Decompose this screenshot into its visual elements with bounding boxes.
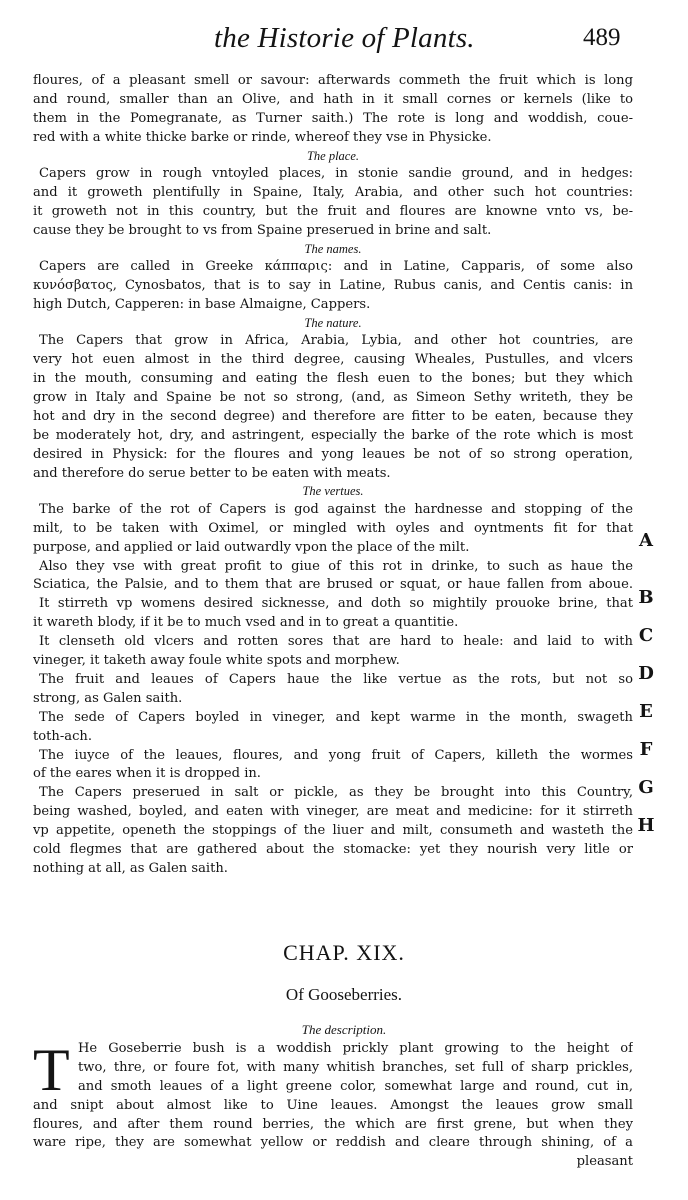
running-title: the Historie of Plants. <box>214 22 475 54</box>
text-line: floures, of a pleasant smell or savour: afterwards commeth the fruit which is long <box>33 73 633 88</box>
text-line: It stirreth vp womens desired sicknesse, and doth so mightily prouoke brine, that <box>39 596 633 612</box>
text-line: and snipt about almost like to Uine leaues. Amongst the leaues grow small <box>33 1097 633 1113</box>
text-line: toth-ach. <box>33 728 92 744</box>
text-line: The Capers that grow in Africa, Arabia, Lybia, and other hot countries, are <box>39 333 633 349</box>
text-line: and therefore do serue better to be eaten with meats. <box>33 465 391 481</box>
text-line: He Goseberrie bush is a woddish prickly plant growing to the height of <box>78 1041 633 1056</box>
chapter-subtitle: Of Gooseberries. <box>285 985 403 1004</box>
text-line: and smoth leaues of a light greene color, somewhat large and round, cut in, <box>78 1078 633 1094</box>
text-line: it groweth not in this country, but the fruit and floures are knowne vnto vs, be- <box>33 203 633 219</box>
margin-letter-e: E <box>639 701 653 722</box>
text-line: cold flegmes that are gathered about the stomacke: yet they nourish very litle or <box>33 841 633 857</box>
margin-letter-b: B <box>638 587 654 608</box>
text-line: high Dutch, Capperen: in base Almaigne, Cappers. <box>33 296 371 312</box>
text-line: hot and dry in the second degree) and therefore are fitter to be eaten, because they <box>33 408 633 424</box>
text-line: κυνόσβατος, Cynosbatos, that is to say in Latine, Rubus canis, and Centis canis: in <box>33 278 633 294</box>
margin-letter-h: H <box>637 815 655 836</box>
text-line: nothing at all, as Galen saith. <box>33 860 228 876</box>
text-line: floures, and after them round berries, the which are first grene, but when they <box>33 1116 633 1132</box>
drop-cap-letter: T <box>33 1037 70 1103</box>
text-line: The sede of Capers boyled in vineger, and kept warme in the month, swageth <box>39 709 633 725</box>
text-line: It clenseth old vlcers and rotten sores that are hard to heale: and laid to with <box>39 634 633 650</box>
text-line: vineger, it taketh away foule white spots and morphew. <box>33 653 400 669</box>
margin-letter-c: C <box>638 625 654 646</box>
text-line: purpose, and applied or laid outwardly vpon the place of the milt. <box>33 539 470 555</box>
text-line: grow in Italy and Spaine be not so strong, (and, as Simeon Sethy writeth, they be <box>33 389 633 405</box>
text-line: Sciatica, the Palsie, and to them that are brused or squat, or haue fallen from aboue. <box>33 577 633 593</box>
text-line: The barke of the rot of Capers is god against the hardnesse and stopping of the <box>39 501 633 517</box>
running-head <box>0 22 688 66</box>
margin-letter-d: D <box>638 663 654 684</box>
text-line: milt, to be taken with Oximel, or mingled with oyles and oyntments fit for that <box>33 520 633 536</box>
margin-letter-g: G <box>638 777 654 798</box>
text-line: very hot euen almost in the third degree, causing Wheales, Pustulles, and vlcers <box>33 352 633 368</box>
text-line: desired in Physick: for the floures and yong leaues be not of so strong operation, <box>33 446 633 462</box>
text-line: vp appetite, openeth the stoppings of the liuer and milt, consumeth and wasteth the <box>33 823 633 839</box>
text-line: strong, as Galen saith. <box>33 690 183 706</box>
text-line: them in the Pomegranate, as Turner saith.) The rote is long and woddish, coue- <box>33 110 633 126</box>
section-heading-vertues: The vertues. <box>302 484 364 499</box>
section-heading-description: The description. <box>301 1022 387 1037</box>
text-line: ware ripe, they are somewhat yellow or reddish and cleare through shining, of a <box>33 1135 633 1151</box>
text-line: Also they vse with great profit to giue of this rot in drinke, to such as haue the <box>39 558 633 574</box>
text-line: and round, smaller than an Olive, and hath in it small cornes or kernels (like to <box>33 91 633 107</box>
text-line: in the mouth, consuming and eating the flesh euen to the bones; but they which <box>33 371 633 387</box>
text-line: cause they be brought to vs from Spaine preserued in brine and salt. <box>33 222 492 238</box>
chapter-title: CHAP. XIX. <box>283 940 405 965</box>
text-line: The Capers preserued in salt or pickle, as they be brought into this Country, <box>39 785 633 801</box>
chapter-body <box>33 72 633 879</box>
section-heading-nature: The nature. <box>304 315 362 330</box>
text-line: Capers grow in rough vntoyled places, in stonie sandie ground, and in hedges: <box>39 166 633 182</box>
text-line: and it groweth plentifully in Spaine, Italy, Arabia, and other such hot countries: <box>33 184 633 200</box>
margin-letter-a: A <box>639 530 653 551</box>
text-line: being washed, boyled, and eaten with vineger, are meat and medicine: for it stirreth <box>33 804 633 820</box>
description-body <box>33 1037 633 1172</box>
text-line: The fruit and leaues of Capers haue the like vertue as the rots, but not so <box>39 671 633 687</box>
section-heading-names: The names. <box>304 241 362 256</box>
page-number: 489 <box>583 24 621 51</box>
text-line: be moderately hot, dry, and astringent, especially the barke of the rote which is most <box>33 427 633 443</box>
text-line: it wareth blody, if it be to much vsed and in to great a quantitie. <box>33 615 459 631</box>
text-line: two, thre, or foure fot, with many whitish branches, set full of sharp prickles, <box>78 1059 633 1075</box>
catchword: pleasant <box>576 1154 633 1170</box>
text-line: of the eares when it is dropped in. <box>33 766 261 782</box>
margin-letter-f: F <box>639 739 653 760</box>
text-line: The iuyce of the leaues, floures, and yong fruit of Capers, killeth the wormes <box>39 747 633 763</box>
text-line: red with a white thicke barke or rinde, whereof they vse in Physicke. <box>33 129 492 145</box>
text-line: Capers are called in Greeke κάππαρις: and in Latine, Capparis, of some also <box>39 259 633 275</box>
section-heading-place: The place. <box>306 148 360 163</box>
